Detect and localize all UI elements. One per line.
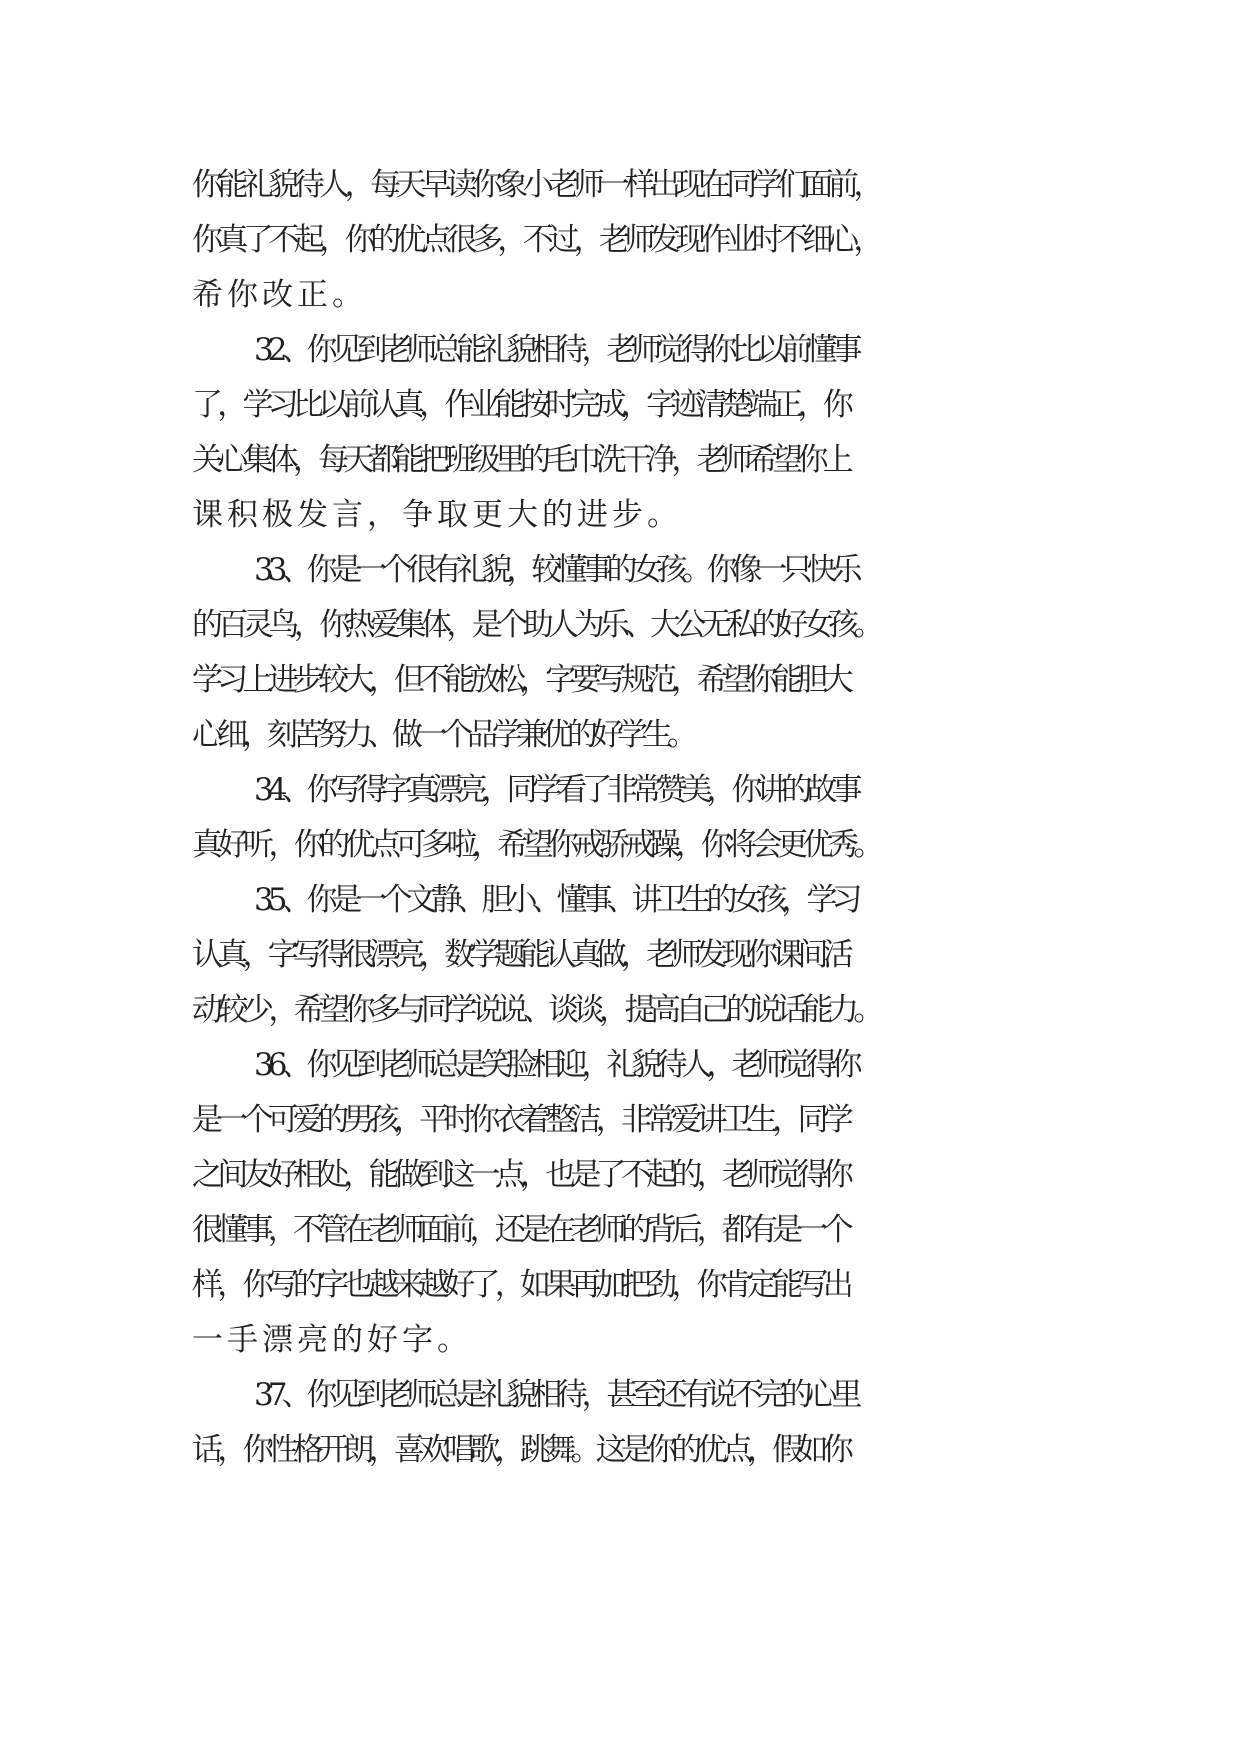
text-line: 希你改正。 <box>192 277 367 313</box>
paragraph-32-start: 32、你见到老师总能礼貌相待，老师觉得你比以前懂事 <box>254 332 857 368</box>
text-line: 之间友好相处，能做到这一点，也是了不起的，老师觉得你 <box>192 1157 848 1193</box>
text-line: 一手漂亮的好字。 <box>192 1322 472 1358</box>
text-line: 话，你性格开朗，喜欢唱歌，跳舞。这是你的优点，假如你 <box>192 1432 848 1468</box>
document-body <box>192 158 1092 1478</box>
text-line: 心细，刻苦努力、做一个品学兼优的好学生。 <box>192 717 692 753</box>
paragraph-37-start: 37、你见到老师总是礼貌相待，甚至还有说不完的心里 <box>254 1377 857 1413</box>
text-line: 学习上进步较大，但不能放松，字要写规范，希望你能胆大 <box>192 662 848 698</box>
text-line: 认真，字写得很漂亮，数学题能认真做，老师发现你课间活 <box>192 937 848 973</box>
text-line: 课积极发言，争取更大的进步。 <box>192 497 682 533</box>
text-line: 是一个可爱的男孩，平时你衣着整洁，非常爱讲卫生，同学 <box>192 1102 848 1138</box>
paragraph-36-start: 36、你见到老师总是笑脸相迎，礼貌待人，老师觉得你 <box>254 1047 857 1083</box>
paragraph-34-start: 34、你写得字真漂亮，同学看了非常赞美，你讲的故事 <box>254 772 857 808</box>
paragraph-35-start: 35、你是一个文静、胆小、懂事、讲卫生的女孩，学习 <box>254 882 857 918</box>
text-line: 关心集体，每天都能把班级里的毛巾洗干净，老师希望你上 <box>192 442 848 478</box>
text-line: 你能礼貌待人，每天早读你象小老师一样出现在同学们面前， <box>192 167 879 203</box>
text-line: 真好听，你的优点可多啦，希望你戒骄戒躁，你将会更优秀。 <box>192 827 879 863</box>
text-line: 样，你写的字也越来越好了，如果再加把劲，你肯定能写出 <box>192 1267 848 1303</box>
text-line: 动较少，希望你多与同学说说、谈谈，提高自己的说话能力。 <box>192 992 879 1028</box>
text-line: 你真了不起，你的优点很多，不过，老师发现作业时不细心， <box>192 222 879 258</box>
text-line: 了，学习比以前认真，作业能按时完成，字迹清楚端正，你 <box>192 387 848 423</box>
text-line: 的百灵鸟，你热爱集体，是个助人为乐、大公无私的好女孩。 <box>192 607 879 643</box>
text-line: 很懂事，不管在老师面前，还是在老师的背后，都有是一个 <box>192 1212 848 1248</box>
paragraph-33-start: 33、你是一个很有礼貌，较懂事的女孩。你像一只快乐 <box>254 552 857 588</box>
